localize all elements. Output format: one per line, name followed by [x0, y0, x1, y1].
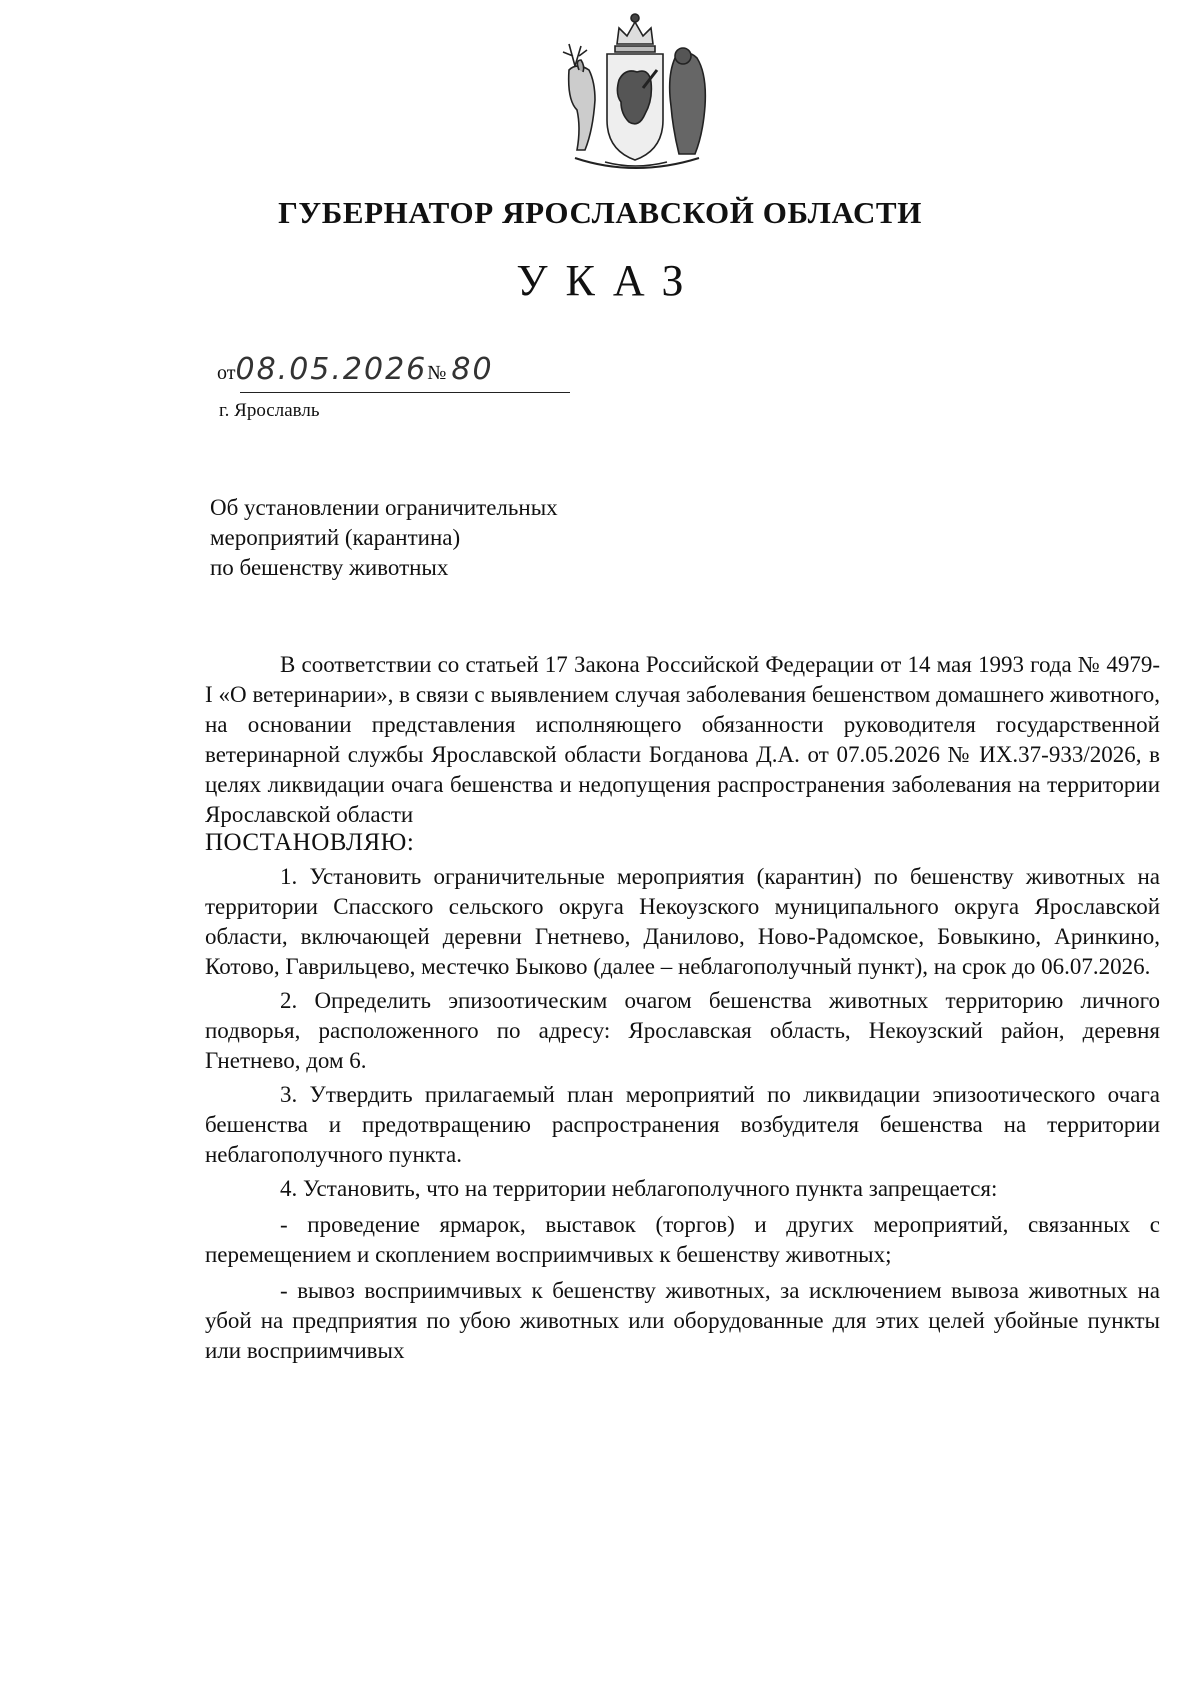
- document-type: УКАЗ: [516, 256, 702, 305]
- decree-item-4: 4. Установить, что на территории неблагополучного пункта запрещается:: [280, 1176, 998, 1201]
- date-underline: [240, 392, 570, 393]
- prohibition-bullet-2: - вывоз восприимчивых к бешенству животных, за исключением вывоза животных на убой на предприятия по убою животных или оборудованные для этих целей убойные пункты или восприимчивых: [205, 1278, 1160, 1363]
- decree-item-3: 3. Утвердить прилагаемый план мероприятий по ликвидации эпизоотического очага бешенства и предотвращению распространения возбудителя бешенства на территории неблагополучного пункта.: [205, 1082, 1160, 1167]
- document-title: [210, 493, 730, 583]
- decree-item-1: 1. Установить ограничительные мероприятия (карантин) по бешенству животных на территории Спасского сельского округа Некоузского муниципального округа Ярославской области, включающей деревни Гнетнево, Данилово, Ново-Радомское, Бовыкино, Аринкино, Котово, Гаврильцево, местечко Быково (далее – неблагополучный пункт), на срок до 06.07.2026.: [205, 864, 1160, 979]
- issuing-authority: ГУБЕРНАТОР ЯРОСЛАВСКОЙ ОБЛАСТИ: [278, 195, 922, 230]
- decree-word: ПОСТАНОВЛЯЮ:: [205, 829, 415, 856]
- document-body: [205, 650, 1160, 1366]
- date-number-line: [217, 352, 494, 387]
- title-line: мероприятий (карантина): [210, 525, 461, 550]
- document-number: 80: [451, 352, 494, 387]
- title-line: Об установлении ограничительных: [210, 495, 558, 520]
- decree-item-2: 2. Определить эпизоотическим очагом бешенства животных территорию личного подворья, расположенного по адресу: Ярославская область, Некоузский район, деревня Гнетнево, дом 6.: [205, 988, 1160, 1073]
- number-prefix: №: [427, 362, 447, 384]
- title-line: по бешенству животных: [210, 555, 449, 580]
- preamble-paragraph: В соответствии со статьей 17 Закона Российской Федерации от 14 мая 1993 года № 4979-I «О ветеринарии», в связи с выявлением случая заболевания бешенством домашнего животного, на основании представления исполняющего обязанности руководителя государственной ветеринарной службы Ярославской области Богданова Д.А. от 07.05.2026 № ИХ.37-933/2026, в целях ликвидации очага бешенства и недопущения распространения заболевания на территории Ярославской области: [205, 652, 1160, 827]
- city: г. Ярославль: [219, 400, 320, 421]
- document-date: 08.05.2026: [235, 352, 428, 387]
- prohibition-bullet-1: - проведение ярмарок, выставок (торгов) и других мероприятий, связанных с перемещением и скоплением восприимчивых к бешенству животных;: [205, 1212, 1160, 1267]
- date-prefix: от: [217, 362, 236, 384]
- coat-of-arms-emblem: [555, 10, 715, 178]
